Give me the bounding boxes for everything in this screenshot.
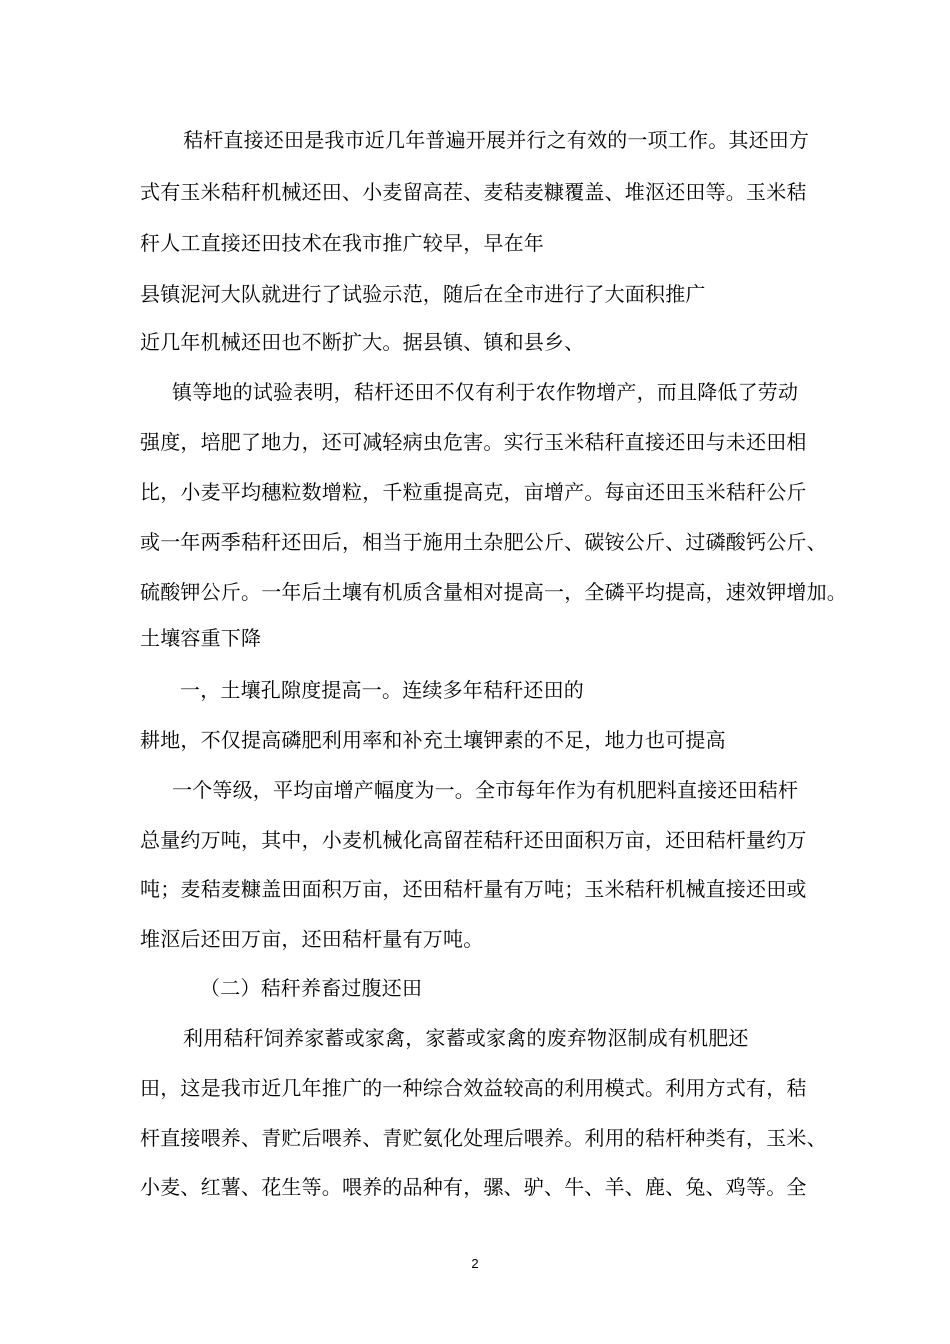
paragraph-line: 总量约万吨，其中，小麦机械化高留茬秸秆还田面积万亩，还田秸杆量约万 [140, 828, 807, 852]
paragraph-line: 县镇泥河大队就进行了试验示范，随后在全市进行了大面积推广 [140, 282, 706, 306]
paragraph-line: 或一年两季秸秆还田后，相当于施用土杂肥公斤、碳铵公斤、过磷酸钙公斤、 [140, 530, 827, 554]
paragraph-line: 式有玉米秸秆机械还田、小麦留高茬、麦秸麦糠覆盖、堆沤还田等。玉米秸 [140, 180, 807, 204]
section-heading: （二）秸秆养畜过腹还田 [200, 976, 423, 1000]
paragraph-line: 吨；麦秸麦糠盖田面积万亩，还田秸杆量有万吨；玉米秸秆机械直接还田或 [140, 877, 807, 901]
paragraph-line: 比，小麦平均穗粒数增粒，千粒重提高克，亩增产。每亩还田玉米秸秆公斤 [140, 480, 807, 504]
paragraph-line: 一，土壤孔隙度提高一。连续多年秸秆还田的 [180, 678, 584, 702]
paragraph-line: 秆人工直接还田技术在我市推广较早，早在年 [140, 231, 544, 255]
paragraph-line: 小麦、红薯、花生等。喂养的品种有，骡、驴、牛、羊、鹿、兔、鸡等。全 [140, 1175, 807, 1199]
paragraph-line: 镇等地的试验表明，秸杆还田不仅有利于农作物增产，而且降低了劳动 [172, 380, 799, 404]
page-number: 2 [471, 1256, 479, 1271]
paragraph-line: 田，这是我市近几年推广的一种综合效益较高的利用模式。利用方式有，秸 [140, 1076, 807, 1100]
paragraph-line: 一个等级，平均亩增产幅度为一。全市每年作为有机肥料直接还田秸杆 [172, 778, 799, 802]
paragraph-line: 利用秸秆饲养家蓄或家禽，家蓄或家禽的废弃物沤制成有机肥还 [183, 1026, 749, 1050]
paragraph-line: 耕地，不仅提高磷肥利用率和补充土壤钾素的不足，地力也可提高 [140, 728, 726, 752]
paragraph-line: 秸杆直接还田是我市近几年普遍开展并行之有效的一项工作。其还田方 [183, 128, 810, 152]
paragraph-line: 土壤容重下降 [140, 626, 262, 650]
paragraph-line: 强度，培肥了地力，还可减轻病虫危害。实行玉米秸秆直接还田与未还田相 [140, 430, 807, 454]
paragraph-line: 堆沤后还田万亩，还田秸杆量有万吨。 [140, 927, 484, 951]
paragraph-line: 杆直接喂养、青贮后喂养、青贮氨化处理后喂养。利用的秸杆种类有，玉米、 [140, 1126, 827, 1150]
paragraph-line: 硫酸钾公斤。一年后土壤有机质含量相对提高一，全磷平均提高，速效钾增加。 [140, 580, 847, 604]
paragraph-line: 近几年机械还田也不断扩大。据县镇、镇和县乡、 [140, 330, 585, 354]
